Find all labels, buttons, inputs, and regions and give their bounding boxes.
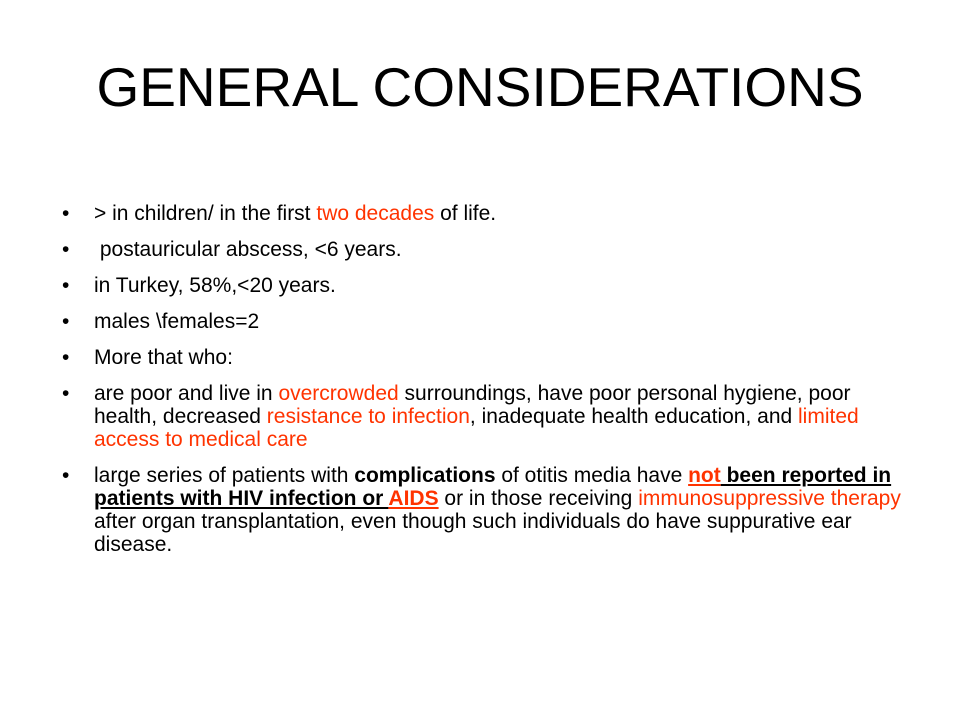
bullet-mark: •	[62, 382, 70, 405]
text-run: surroundings, have poor personal hygiene, poor health, decreased	[94, 382, 851, 428]
text-run: males \females=2	[94, 310, 260, 333]
bullet-item	[62, 382, 902, 451]
text-run: large series of patients with	[94, 464, 355, 487]
highlight-text: resistance to infection	[266, 405, 470, 428]
bullet-item	[62, 274, 902, 297]
highlight-text: two decades	[316, 202, 435, 225]
bullet-item	[62, 202, 902, 225]
bold-text: complications	[354, 464, 496, 487]
bullet-mark: •	[62, 274, 70, 297]
bullet-item	[62, 310, 902, 333]
bold-underlined-highlight-text: AIDS	[388, 487, 439, 510]
text-run: or in those receiving	[438, 487, 639, 510]
text-run: after organ transplantation, even though such individuals do have suppurative ear disease.	[94, 510, 852, 556]
bullet-mark: •	[62, 202, 70, 225]
bold-underlined-text: been reported in patients with HIV infection or	[94, 464, 892, 510]
text-run: in Turkey, 58%,<20 years.	[94, 274, 336, 297]
text-run: of life.	[434, 202, 497, 225]
bullet-item	[62, 346, 902, 369]
text-run: More that who:	[94, 346, 233, 369]
bullet-mark: •	[62, 464, 70, 487]
text-run: > in children/ in the first	[94, 202, 317, 225]
text-run: are poor and live in	[94, 382, 279, 405]
bullet-list	[62, 202, 902, 569]
slide-title: GENERAL CONSIDERATIONS	[96, 56, 864, 118]
bullet-mark: •	[62, 238, 70, 261]
bold-underlined-highlight-text: not	[688, 464, 721, 487]
bullet-mark: •	[62, 346, 70, 369]
text-run: postauricular abscess, <6 years.	[94, 238, 402, 261]
text-run: of otitis media have	[495, 464, 689, 487]
bullet-item	[62, 238, 902, 261]
text-run: , inadequate health education, and	[469, 405, 799, 428]
highlight-text: immunosuppressive therapy	[638, 487, 901, 510]
bullet-mark: •	[62, 310, 70, 333]
bullet-item	[62, 464, 902, 556]
highlight-text: limited access to medical care	[94, 405, 859, 451]
highlight-text: overcrowded	[278, 382, 399, 405]
